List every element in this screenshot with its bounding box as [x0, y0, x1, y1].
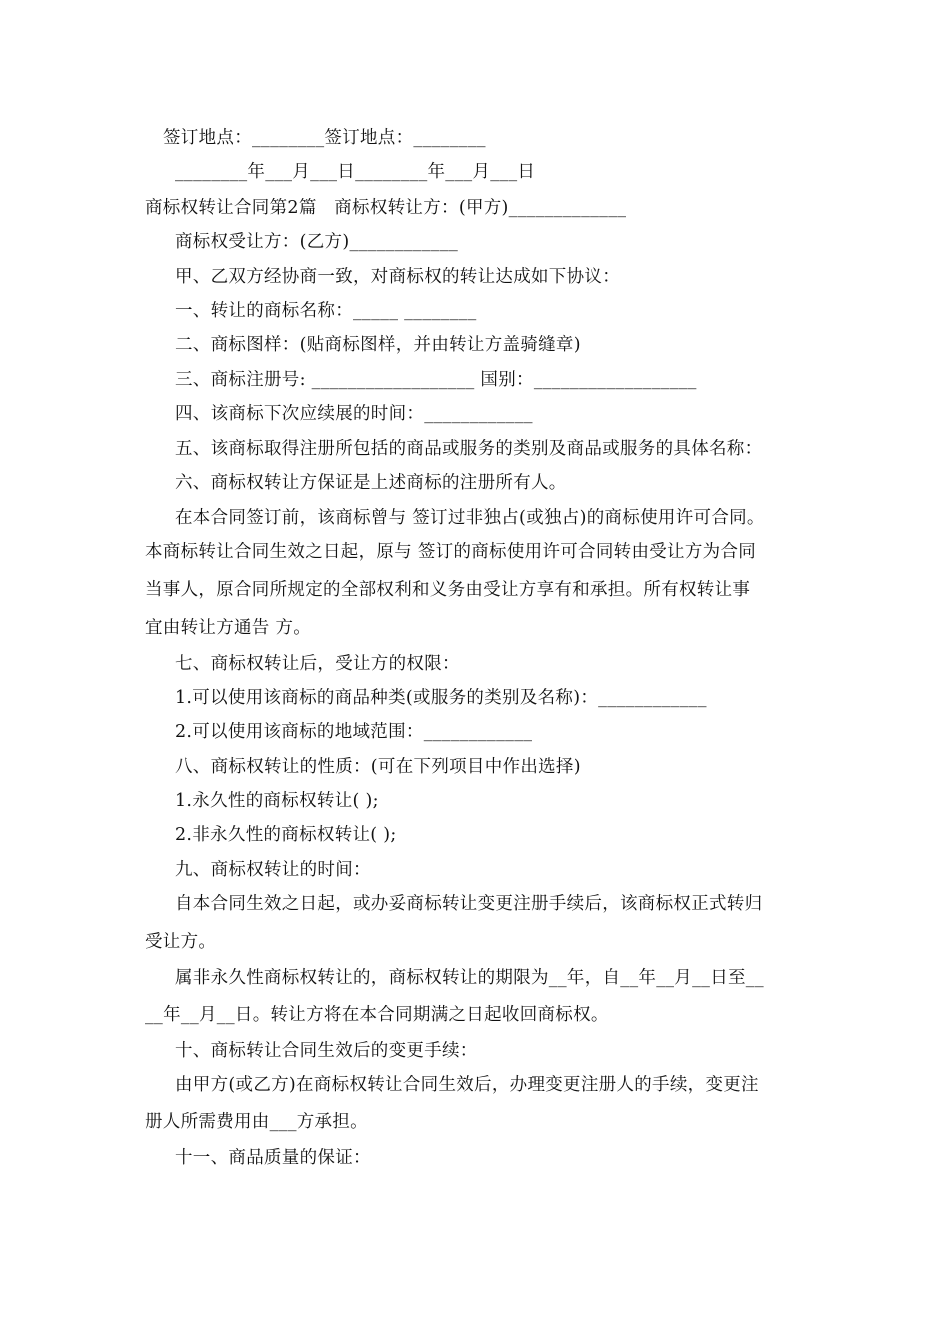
clause-7-item-2: 2.可以使用该商标的地域范围：____________ — [175, 722, 533, 742]
clause-7-rights-heading: 七、商标权转让后，受让方的权限： — [175, 654, 460, 674]
transferee-line: 商标权受让方：(乙方)____________ — [175, 232, 459, 252]
paragraph-license-1: 在本合同签订前，该商标曾与 签订过非独占(或独占)的商标使用许可合同。 — [175, 508, 765, 528]
clause-10-heading: 十、商标转让合同生效后的变更手续： — [175, 1041, 478, 1061]
paragraph-license-4: 宜由转让方通告 方。 — [145, 618, 312, 638]
contract-title-transferor-line: 商标权转让合同第2篇 商标权转让方：(甲方)_____________ — [145, 198, 627, 218]
clause-5-goods-services: 五、该商标取得注册所包括的商品或服务的类别及商品或服务的具体名称： — [175, 439, 763, 459]
clause-2-trademark-pattern: 二、商标图样：(贴商标图样，并由转让方盖骑缝章) — [175, 335, 581, 355]
clause-10-paragraph-2: 册人所需费用由___方承担。 — [145, 1112, 368, 1132]
clause-6-ownership-guarantee: 六、商标权转让方保证是上述商标的注册所有人。 — [175, 473, 567, 493]
clause-10-paragraph-1: 由甲方(或乙方)在商标权转让合同生效后，办理变更注册人的手续，变更注 — [175, 1075, 759, 1095]
clause-11-heading: 十一、商品质量的保证： — [175, 1148, 371, 1168]
clause-9-term-1: 属非永久性商标权转让的，商标权转让的期限为__年，自__年__月__日至__ — [175, 968, 764, 988]
clause-9-time-heading: 九、商标权转让的时间： — [175, 860, 371, 880]
clause-8-item-1: 1.永久性的商标权转让( ); — [175, 791, 379, 811]
clause-7-item-1: 1.可以使用该商标的商品种类(或服务的类别及名称)：____________ — [175, 688, 707, 708]
paragraph-license-2: 本商标转让合同生效之日起，原与 签订的商标使用许可合同转由受让方为合同 — [145, 542, 757, 562]
clause-3-registration-number: 三、商标注册号: __________________ 国别：__________________ — [175, 370, 697, 390]
clause-9-paragraph-1: 自本合同生效之日起，或办妥商标转让变更注册手续后，该商标权正式转归 — [175, 894, 763, 914]
clause-4-renewal-time: 四、该商标下次应续展的时间：____________ — [175, 404, 533, 424]
clause-9-paragraph-2: 受让方。 — [145, 932, 217, 952]
clause-8-item-2: 2.非永久性的商标权转让( ); — [175, 825, 397, 845]
clause-1-trademark-name: 一、转让的商标名称：_____ ________ — [175, 301, 477, 321]
signing-date-line: ________年___月___日________年___月___日 — [175, 162, 536, 182]
paragraph-license-3: 当事人，原合同所规定的全部权利和义务由受让方享有和承担。所有权转让事 — [145, 580, 751, 600]
agreement-intro: 甲、乙双方经协商一致，对商标权的转让达成如下协议： — [175, 267, 620, 287]
clause-8-nature-heading: 八、商标权转让的性质：(可在下列项目中作出选择) — [175, 757, 581, 777]
signing-place-line: 签订地点：________签订地点：________ — [163, 128, 486, 148]
clause-9-term-2: __年__月__日。转让方将在本合同期满之日起收回商标权。 — [145, 1005, 609, 1025]
